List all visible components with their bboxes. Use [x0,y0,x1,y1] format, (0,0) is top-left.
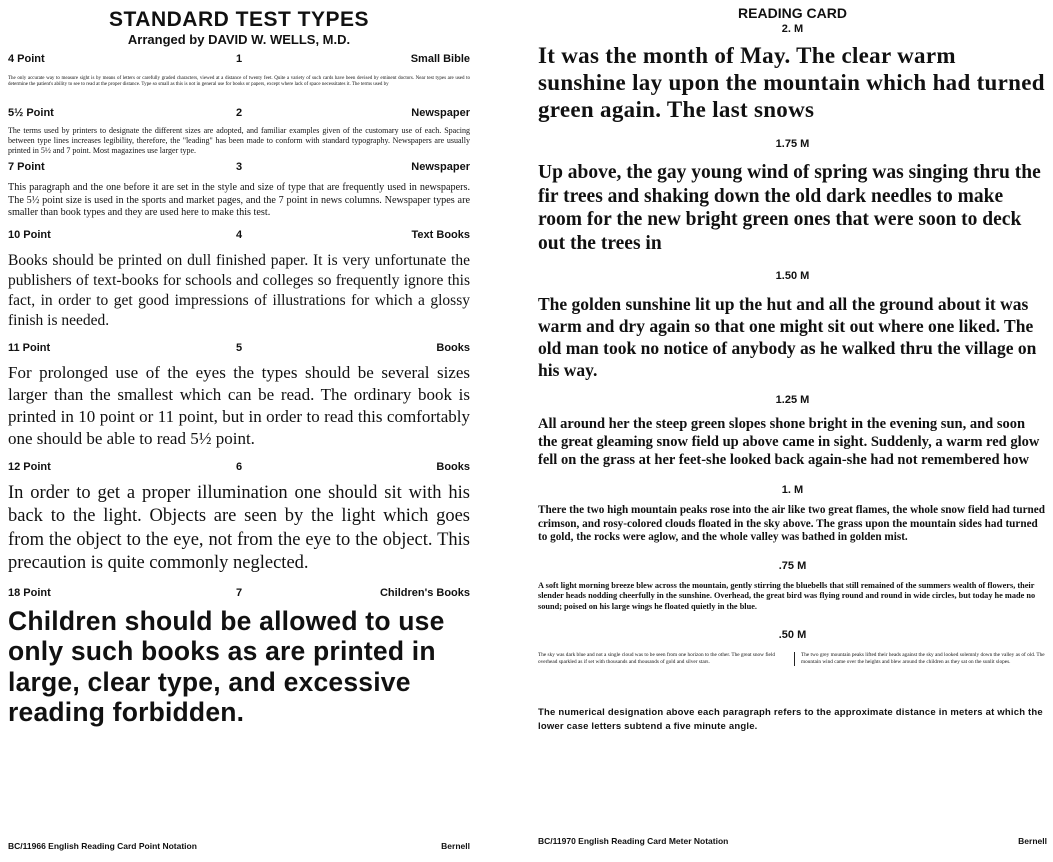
sample-paragraph: The terms used by printers to designate the different sizes are adopted, and familiar examples given of the customary use of each. Spacing between type lines increases legibility, therefore, the "leading" has been made to conform with standard typography. Newspapers are usually printed in 5½ and 7 point. Most magazines use larger type. [8,126,470,155]
point-size-label: 18 Point [8,586,51,599]
section-number: 5 [235,341,243,354]
distance-label: 1. M [781,484,804,496]
usage-label: Newspaper [411,161,470,173]
sample-paragraph: For prolonged use of the eyes the types should be several sizes larger than the smallest which can be read. The ordinary book is printed in 10 point or 11 point, but in order to read this comfortably one should be able to read 5½ point. [8,362,470,448]
catalog-number: BC/11970 English Reading Card Meter Notation [538,836,729,846]
card-footer [538,836,1047,846]
two-column-paragraphs [538,652,1047,666]
section-header [8,52,470,66]
point-size-label: 4 Point [8,53,45,65]
usage-label: Books [436,460,470,473]
sample-paragraph: In order to get a proper illumination one should sit with his back to the light. Objects are seen by the light which goes from the object to the eye, not from the eye to the object. This precaution is quite commonly neglected. [8,482,470,573]
section-header [8,460,470,474]
publisher-name: Bernell [1018,836,1047,846]
section-header [8,160,470,174]
point-size-label: 10 Point [8,228,51,241]
distance-label: 1.50 M [775,270,810,282]
explanatory-note: The numerical designation above each paragraph refers to the approximate distance in meters at which the lower case letters subtend a five minute angle. [538,707,1043,732]
reading-paragraph: The golden sunshine lit up the hut and all the ground about it was warm and dry again so that one might sit out where one liked. The old man took no notice of anybody as he walked thru the village on his way. [538,294,1037,380]
section-number: 7 [235,586,243,599]
section-header [8,228,470,242]
distance-label: .75 M [778,559,807,572]
test-section-12pt [8,460,470,576]
left-column-text: The sky was dark blue and not a single cloud was to be seen from one horizon to the other. The great snow field overhead sparkled as if set with thousands and thousands of gold and silver stars. [538,652,776,665]
point-size-label: 7 Point [8,161,45,173]
section-number: 1 [235,53,243,65]
reading-paragraph: It was the month of May. The clear warm sunshine lay upon the mountain which had turned green again. The last snows [538,43,1045,122]
reading-paragraph: There the two high mountain peaks rose into the air like two great flames, the whole snow field had turned crimson, and rosy-colored clouds floated in the sky above. The grass upon the mountain sides had turned to gold, the rocks were aglow, and the whole valley was bathed in golden mist. [538,504,1045,543]
card-subtitle: Arranged by DAVID W. WELLS, M.D. [127,32,351,47]
sample-paragraph: The only accurate way to measure sight is by means of letters or carefully graded characters, viewed at a distance of twenty feet. Quite a variety of such cards have been devised by eminent doctors. Near test types are used to determine the patient's ability to see to read at the proper distance. Type so small as this is not in general use for books or papers, except where lack of space necessitates it. The terms used by [8,76,470,87]
test-section-7pt [8,160,470,220]
reading-section-1m [538,483,1047,545]
card-footer [8,841,470,851]
section-number: 2 [235,107,243,119]
distance-label: 2. M [781,23,804,35]
point-size-label: 12 Point [8,460,51,473]
test-section-10pt [8,228,470,331]
card-title: STANDARD TEST TYPES [109,8,369,31]
section-number: 4 [235,228,243,241]
point-size-label: 11 Point [8,341,51,354]
reading-paragraph: Up above, the gay young wind of spring was singing thru the fir trees and shaking down the old dark needles to make room for the new bright green ones that were soon to deck out the trees in [538,162,1041,254]
usage-label: Small Bible [410,53,470,65]
reading-section-0-50m [538,628,1047,666]
section-number: 6 [235,460,243,473]
section-number: 3 [235,161,243,173]
test-section-11pt [8,341,470,450]
reading-section-1-75m [538,137,1047,255]
section-header [8,586,470,600]
reading-section-1-50m [538,269,1047,381]
test-section-4pt [8,52,470,88]
distance-label: 1.75 M [775,138,810,150]
point-notation-card [0,0,480,862]
point-size-label: 5½ Point [8,107,54,119]
right-column-text: The two grey mountain peaks lifted their heads against the sky and looked solemnly down the valley as of old. The mountain wind came over the heights and blew around the children as they sat on the sunlit slopes. [794,652,1047,666]
reading-section-1-25m [538,393,1047,469]
test-section-18pt [8,586,470,728]
catalog-number: BC/11966 English Reading Card Point Notation [8,841,197,851]
card-title: READING CARD [738,5,847,21]
sample-paragraph: Children should be allowed to use only such books as are printed in large, clear type, and excessive reading forbidden. [8,605,445,727]
reading-paragraph: A soft light morning breeze blew across the mountain, gently stirring the bluebells that still remained of the summers wealth of flowers, their slender heads nodding cheerfully in the sunshine. Overhead, the great bird was flying round and round in wide circles, but today he made no sound; poised on his large wings he floated quietly in the blue. [538,580,1036,611]
distance-label: .50 M [778,629,807,641]
test-section-5-5pt [8,106,470,156]
sample-paragraph: Books should be printed on dull finished paper. It is very unfortunate the publishers of text-books for schools and colleges so frequently ignore this fact, in order to get good impressions of illustrations for which a glossy finish is needed. [8,251,470,329]
publisher-name: Bernell [441,841,470,851]
usage-label: Children's Books [379,586,470,599]
distance-label: 1.25 M [775,394,810,406]
meter-notation-card [528,0,1053,862]
usage-label: Text Books [411,228,470,241]
reading-section-2m [538,22,1047,123]
reading-paragraph: All around her the steep green slopes shone bright in the evening sun, and soon the great gleaming snow field up above came in sight. Suddenly, a warm red glow fell on the grass at her feet-she looked back again-she had not remembered how [538,416,1040,468]
reading-section-0-75m [538,559,1047,613]
section-header [8,341,470,355]
usage-label: Newspaper [411,107,470,119]
sample-paragraph: This paragraph and the one before it are set in the style and size of type that are frequently used in newspapers. The 5½ point size is used in the sports and market pages, and the 7 point in news columns. Newspaper types are smaller than book types and they are used here to make this test. [8,182,470,218]
section-header [8,106,470,120]
usage-label: Books [436,341,470,354]
